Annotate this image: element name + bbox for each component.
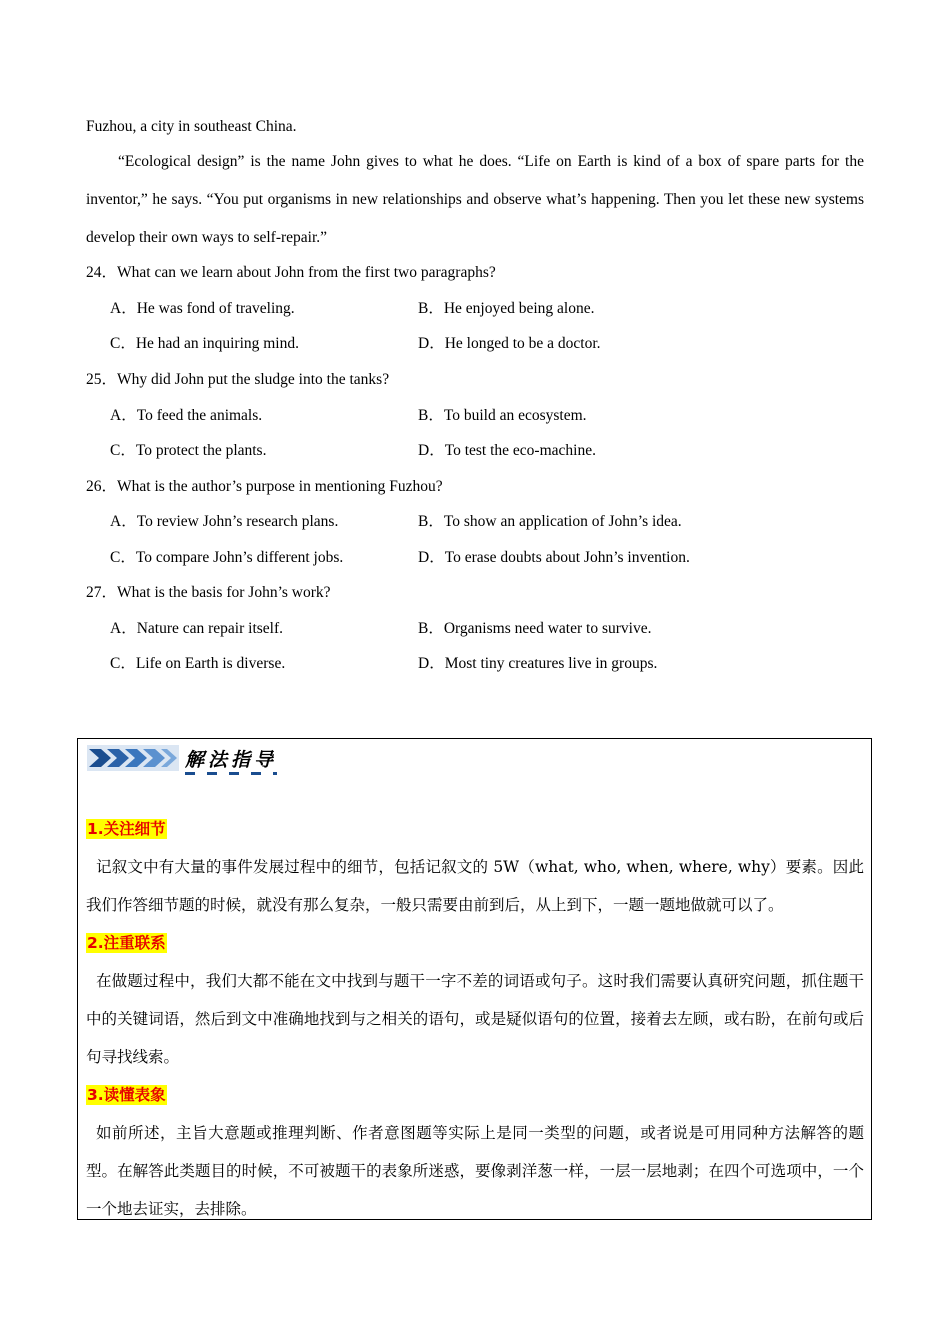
option-c: C．Life on Earth is diverse.	[110, 655, 286, 672]
section-heading: 1.关注细节	[87, 820, 166, 838]
banner-underline	[185, 772, 277, 775]
section-heading: 2.注重联系	[87, 934, 166, 952]
section-heading: 3.读懂表象	[87, 1086, 166, 1104]
section-body: 在做题过程中，我们大都不能在文中找到与题干一字不差的词语或句子。这时我们需要认真研究问题，抓住题干中的关键词语，然后到文中准确地找到与之相关的语句，或是疑似语句的位置，接着去左顾，或右盼，在前句或后句寻找线索。	[86, 972, 864, 1066]
option-c: C．To protect the plants.	[110, 442, 267, 459]
guide-banner	[87, 743, 277, 773]
solution-guide-box	[77, 738, 872, 1220]
passage-line-1: Fuzhou, a city in southeast China.	[86, 118, 297, 135]
question-stem: 24．What can we learn about John from the first two paragraphs?	[86, 264, 496, 281]
question-stem: 27．What is the basis for John’s work?	[86, 584, 331, 601]
passage-paragraph: “Ecological design” is the name John gives to what he does. “Life on Earth is kind of a box of spare parts for the inventor,” he says. “You put organisms in new relationships and observe what’s happening. Then you let these new systems develop their own ways to self-repair.”	[86, 153, 864, 246]
option-c: C．To compare John’s different jobs.	[110, 549, 344, 566]
option-a: A．To feed the animals.	[110, 407, 263, 424]
option-d: D．To test the eco-machine.	[418, 442, 596, 459]
chevron-arrows-icon	[87, 745, 179, 775]
guide-banner-title: 解法指导	[185, 749, 278, 771]
option-b: B．To show an application of John’s idea.	[418, 513, 682, 530]
question-stem: 26．What is the author’s purpose in mentioning Fuzhou?	[86, 478, 443, 495]
option-a: A．Nature can repair itself.	[110, 620, 284, 637]
option-b: B．To build an ecosystem.	[418, 407, 587, 424]
option-a: A．He was fond of traveling.	[110, 300, 295, 317]
section-body: 如前所述，主旨大意题或推理判断、作者意图题等实际上是同一类型的问题，或者说是可用同种方法解答的题型。在解答此类题目的时候，不可被题干的表象所迷惑，要像剥洋葱一样，一层一层地剥；在四个可选项中，一个一个地去证实，去排除。	[86, 1124, 864, 1218]
section-body: 记叙文中有大量的事件发展过程中的细节，包括记叙文的 5W（what, who, when, where, why）要素。因此我们作答细节题的时候，就没有那么复杂，一般只需要由前到后，从上到下，一题一题地做就可以了。	[86, 858, 864, 914]
option-a: A．To review John’s research plans.	[110, 513, 339, 530]
option-d: D．He longed to be a doctor.	[418, 335, 601, 352]
option-d: D．Most tiny creatures live in groups.	[418, 655, 658, 672]
option-b: B．He enjoyed being alone.	[418, 300, 595, 317]
question-stem: 25．Why did John put the sludge into the tanks?	[86, 371, 390, 388]
option-d: D．To erase doubts about John’s invention.	[418, 549, 690, 566]
option-b: B．Organisms need water to survive.	[418, 620, 652, 637]
option-c: C．He had an inquiring mind.	[110, 335, 299, 352]
